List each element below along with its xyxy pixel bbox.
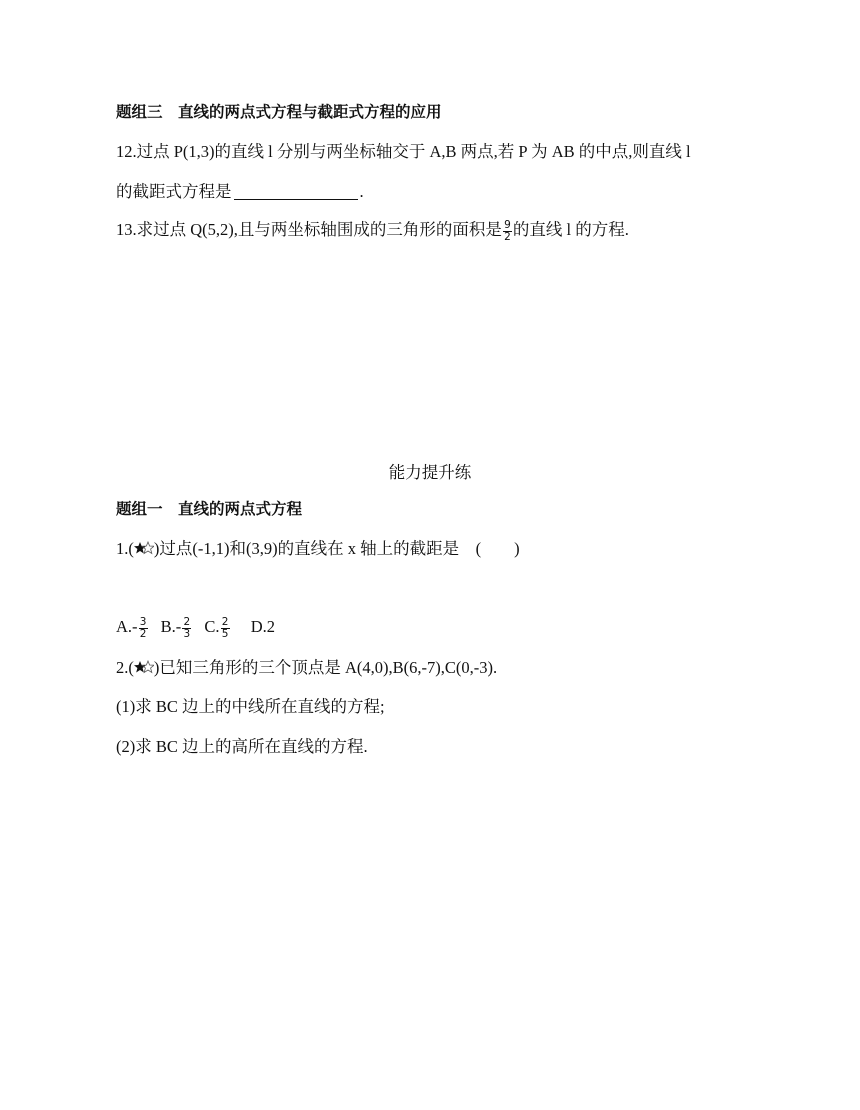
fraction-numerator: 3 [139,615,147,628]
fraction-denominator: 5 [221,627,229,640]
question-12-line1: 12.过点 P(1,3)的直线 l 分别与两坐标轴交于 A,B 两点,若 P 为 AB 的中点,则直线 l [116,142,691,161]
option-b-fraction [182,617,191,640]
option-b-label: B.- [160,617,182,636]
option-c-fraction [221,617,230,640]
section-heading-group3: 题组三 直线的两点式方程与截距式方程的应用 [116,103,442,121]
answer-blank [234,183,358,200]
question-12-prefix: 的截距式方程是 [116,182,232,201]
option-a-label: A.- [116,617,138,636]
fraction-denominator: 2 [504,230,511,243]
option-b [161,616,193,640]
problem-2 [116,657,497,679]
option-a [116,616,149,640]
question-12-suffix: . [359,182,364,201]
fraction-numerator: 2 [183,615,191,628]
star-rating-icon [134,541,154,555]
option-a-fraction [139,617,148,640]
option-d: D.2 [250,617,275,636]
problem-1 [116,538,520,560]
fraction-numerator: 2 [221,615,229,628]
option-c [204,616,230,640]
question-12-line2 [116,181,364,203]
question-13-suffix: 的直线 l 的方程. [512,220,629,239]
fraction-numerator: 9 [504,218,511,231]
fraction-denominator: 2 [139,627,147,640]
section-heading-group1: 题组一 直线的两点式方程 [116,500,303,518]
fraction-9-2 [503,220,512,243]
problem-1-text: )过点(-1,1)和(3,9)的直线在 x 轴上的截距是 ( ) [153,539,520,558]
question-13-prefix: 13.求过点 Q(5,2),且与两坐标轴围成的三角形的面积是 [116,220,502,239]
problem-2-prefix: 2.( [116,658,134,677]
question-13 [116,219,629,243]
problem-1-prefix: 1.( [116,539,134,558]
fraction-denominator: 3 [183,627,191,640]
problem-2-text: )已知三角形的三个顶点是 A(4,0),B(6,-7),C(0,-3). [153,658,498,677]
problem-2-part2: (2)求 BC 边上的高所在直线的方程. [116,737,368,756]
star-rating-icon [134,660,154,674]
ability-practice-title: 能力提升练 [388,463,472,482]
problem-1-options [116,616,283,640]
option-c-label: C. [204,617,220,636]
problem-2-part1: (1)求 BC 边上的中线所在直线的方程; [116,697,385,716]
